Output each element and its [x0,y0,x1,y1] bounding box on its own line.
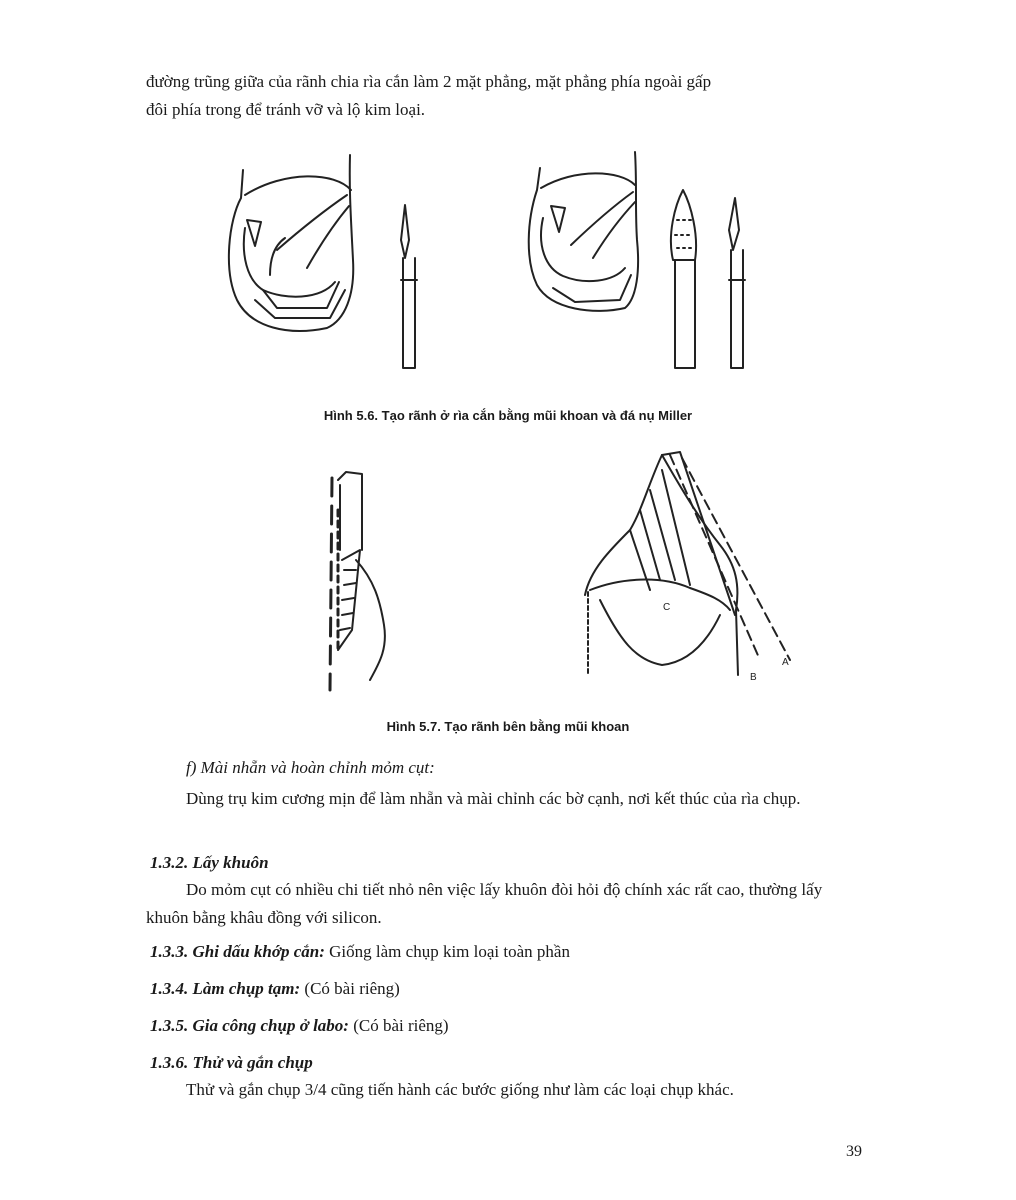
section-title: Lấy khuôn [192,853,269,872]
label-b: B [750,672,757,683]
intro-paragraph [146,68,862,124]
tooth-profile-with-drill-drawing [330,472,385,690]
figure-5-7-caption: Hình 5.7. Tạo rãnh bên bằng mũi khoan [386,719,630,734]
section-inline-text: (Có bài riêng) [304,979,400,998]
section-1-3-6-body: Thử và gắn chụp 3/4 cũng tiến hành các bước giống như làm các loại chụp khác. [186,1080,734,1099]
section-1-3-2-body: Do mỏm cụt có nhiều chi tiết nhỏ nên việc lấy khuôn đòi hỏi độ chính xác rất cao, thường lấy khuôn bằng khâu đồng với silicon. [146,880,823,927]
label-c: C [663,602,671,613]
section-1-3-5-heading [150,1013,862,1039]
page-number: 39 [846,1143,862,1160]
section-number: 1.3.2. [150,853,189,872]
section-number: 1.3.6. [150,1053,189,1072]
figure-5-7-illustration [290,450,810,700]
section-1-3-4-heading [150,976,862,1002]
figure-5-6-caption: Hình 5.6. Tạo rãnh ở rìa cắn bằng mũi khoan và đá nụ Miller [323,408,693,423]
section-1-3-6-heading [150,1050,862,1076]
section-1-3-3-heading [150,939,862,965]
intro-line-2: đôi phía trong để tránh vỡ và lộ kim loại. [146,100,426,119]
figure-5-6-illustration [215,150,755,380]
tooth-left-drawing [229,155,353,331]
tooth-cross-section-drawing [585,452,790,675]
label-a: A [782,657,789,668]
miller-stone-drawing [671,190,696,368]
section-number: 1.3.5. [150,1016,189,1035]
section-f-body: Dùng trụ kim cương mịn để làm nhẵn và mài chỉnh các bờ cạnh, nơi kết thúc của rìa chụp. [186,789,801,808]
section-title: Ghi dấu khớp cắn: [192,942,325,961]
section-inline-text: Giống làm chụp kim loại toàn phần [329,942,570,961]
section-inline-text: (Có bài riêng) [353,1016,449,1035]
drill-bit-left-drawing [401,205,417,368]
tooth-right-drawing [529,152,638,311]
section-f-title: f) Mài nhẵn và hoàn chỉnh mỏm cụt: [186,758,435,777]
section-title: Làm chụp tạm: [192,979,301,998]
drill-bit-right-drawing [729,198,745,368]
section-title: Thử và gắn chụp [192,1053,313,1072]
section-number: 1.3.4. [150,979,189,998]
intro-line-1: đường trũng giữa của rãnh chia rìa cắn làm 2 mặt phẳng, mặt phẳng phía ngoài gấp [146,72,712,91]
section-1-3-2-heading [150,850,862,876]
section-number: 1.3.3. [150,942,189,961]
section-title: Gia công chụp ở labo: [192,1016,349,1035]
